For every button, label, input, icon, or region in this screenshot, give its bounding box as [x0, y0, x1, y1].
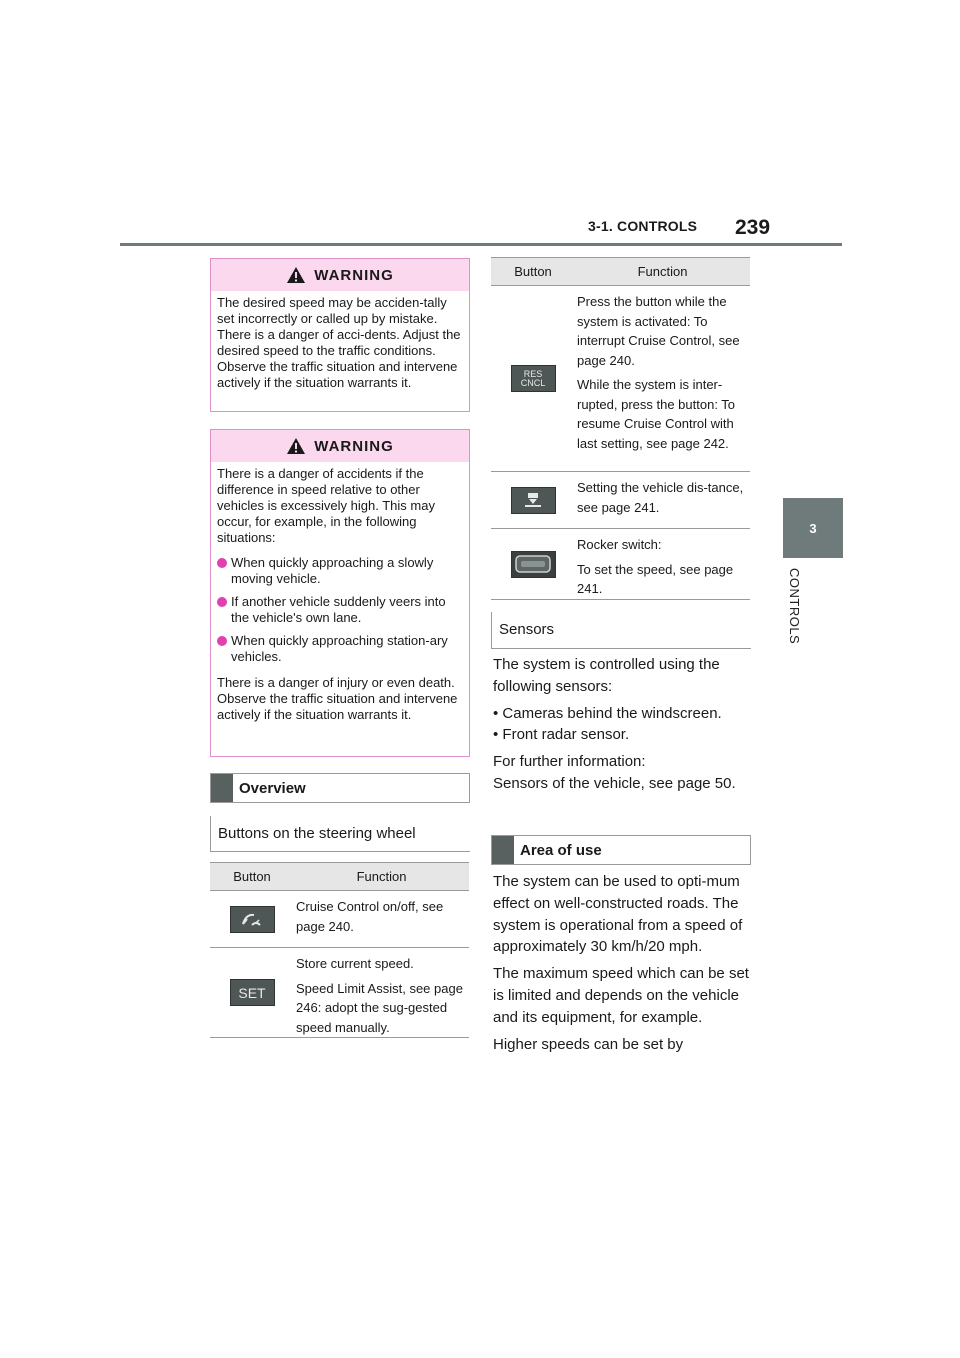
cruise-control-icon: [230, 906, 275, 933]
chapter-tab: 3: [783, 498, 843, 558]
area-of-use-body: The system can be used to opti-mum effect on well-constructed roads. The system is operational from a speed of approximately 30 km/h/20 mph. The maximum speed which can be set is limited and depends on the vehicle and its equipment, for example. Higher speeds can be set by: [493, 873, 749, 1053]
overview-heading: Overview: [210, 773, 470, 803]
warning-intro: There is a danger of accidents if the difference in speed relative to other vehicles is excessively high. This may occur, for example, in the following situations:: [217, 466, 435, 545]
warning-triangle-icon: [286, 266, 306, 284]
bullet-icon: [217, 636, 227, 646]
bullet-icon: [217, 558, 227, 568]
warning-header: [211, 430, 469, 462]
area-of-use-heading: Area of use: [491, 835, 751, 865]
set-button-icon: SET: [230, 979, 275, 1006]
warning-box-speed: [210, 258, 470, 412]
sensors-body: The system is controlled using the following sensors: • Cameras behind the windscreen. • Front radar sensor. For further information: Sensors of the vehicle, see page 50.: [493, 656, 736, 792]
res-cncl-button-icon: RES CNCL: [511, 365, 556, 392]
sensors-subheading: Sensors: [491, 612, 751, 649]
page-number: 239: [735, 216, 771, 239]
table-row: SET Store current speed. Speed Limit Assist, see page 246: adopt the sug-gested speed manually.: [210, 948, 469, 1038]
bullet-icon: [217, 597, 227, 607]
vehicle-distance-icon: [511, 487, 556, 514]
warning-title: WARNING: [314, 266, 394, 284]
warning-text: The desired speed may be acciden-tally set incorrectly or called up by mistake. There is a danger of acci-dents. Adjust the desired speed to the traffic conditions. Observe the traffic situation and intervene actively if the situation warrants it.: [217, 295, 461, 390]
warning-box-speed-difference: [210, 429, 470, 757]
rocker-switch-icon: [511, 551, 556, 578]
chapter-label: CONTROLS: [787, 568, 802, 645]
table-row: Setting the vehicle dis-tance, see page 241.: [491, 472, 750, 529]
warning-triangle-icon: [286, 437, 306, 455]
table-row: RES CNCL Press the button while the system is activated: To interrupt Cruise Control, see page 240. While the system is inter-rupted, press the button: To resume Cruise Control with last setting, see page 242.: [491, 286, 750, 472]
steering-buttons-subheading: Buttons on the steering wheel: [210, 816, 470, 852]
table-header: Button Function: [210, 862, 469, 891]
warning-header: [211, 259, 469, 291]
table-row: Rocker switch: To set the speed, see page 241.: [491, 529, 750, 600]
warning-list-item: If another vehicle suddenly veers into the vehicle's own lane.: [217, 594, 463, 626]
table-row: Cruise Control on/off, see page 240.: [210, 891, 469, 948]
warning-title: WARNING: [314, 437, 394, 455]
header-divider: [120, 243, 842, 246]
steering-buttons-table: [210, 862, 469, 1038]
section-title: 3-1. CONTROLS: [588, 218, 698, 234]
warning-list-item: When quickly approaching a slowly moving vehicle.: [217, 555, 463, 587]
warning-list-item: When quickly approaching station-ary vehicles.: [217, 633, 463, 665]
table-header: Button Function: [491, 257, 750, 286]
warning-outro: There is a danger of injury or even death. Observe the traffic situation and intervene actively if the situation warrants it.: [217, 675, 458, 722]
steering-buttons-table-continued: [491, 257, 750, 600]
